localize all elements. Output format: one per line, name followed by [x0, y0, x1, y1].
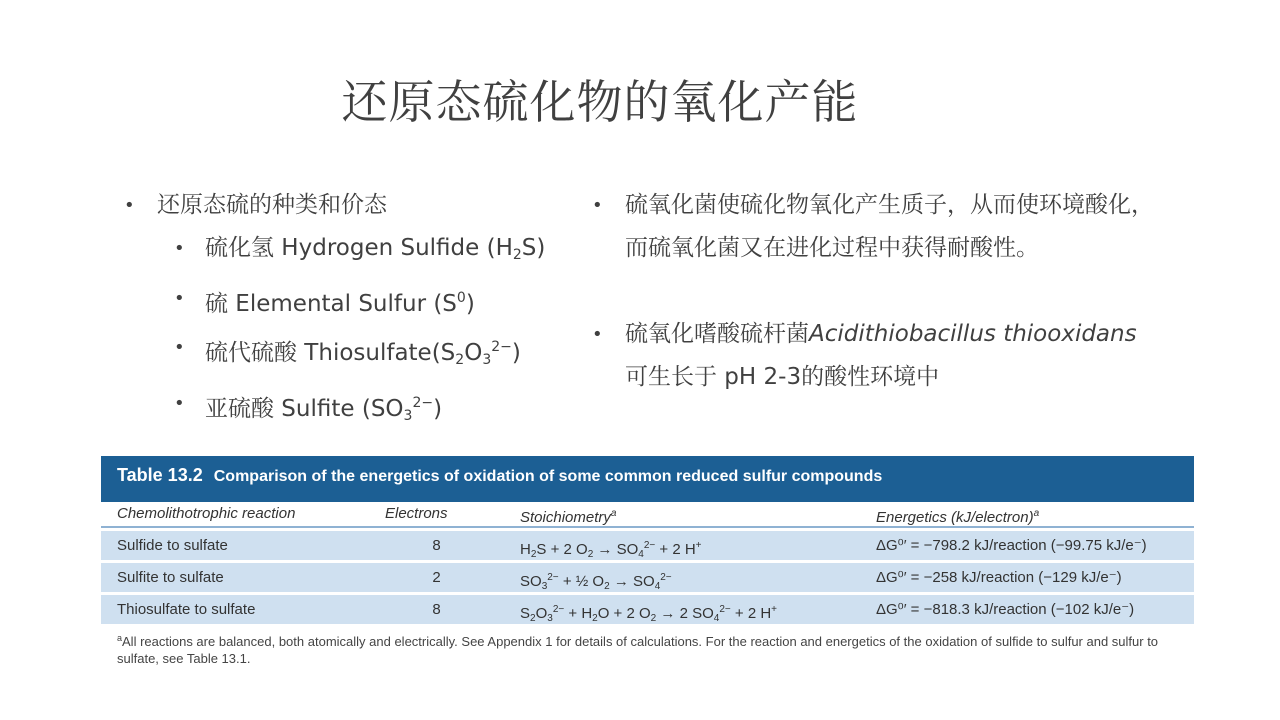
- cell-electrons: 2: [432, 569, 441, 586]
- table-row: [101, 563, 1194, 592]
- cell-reaction: Thiosulfate to sulfate: [117, 601, 256, 618]
- bullet-dot: •: [592, 195, 603, 216]
- bullet-text: 硫化氢 Hydrogen Sulfide $(H_2S)$: [205, 235, 546, 263]
- bullet-dot: •: [174, 393, 185, 414]
- sub-bullet-sulfite: [124, 382, 564, 438]
- energetics-table: [101, 456, 1194, 667]
- species-name: Acidithiobacillus thiooxidans: [809, 321, 1137, 347]
- cell-reaction: Sulfide to sulfate: [117, 537, 228, 554]
- bullet-text: 还原态硫的种类和价态: [157, 192, 387, 218]
- bullet-dot: •: [124, 195, 135, 216]
- bullet-text: 硫代硫酸 $Thiosulfate(S_2O_3^{2-})$: [205, 339, 521, 368]
- cell-electrons: 8: [432, 601, 441, 618]
- cell-stoichiometry: $H_2S + 2$ $O_2 \to SO_4^{2-} + 2$ H+: [520, 540, 702, 560]
- bullet-dot: •: [174, 288, 185, 309]
- bullet-acidification: [592, 184, 1172, 270]
- cell-reaction: Sulfite to sulfate: [117, 569, 224, 586]
- header-electrons: Electrons: [385, 505, 448, 522]
- slide-title: 还原态硫化物的氧化产能: [341, 75, 859, 129]
- cell-energetics: ΔG⁰′ = −798.2 kJ/reaction (−99.75 kJ/e⁻): [876, 537, 1147, 554]
- header-energetics: Energetics (kJ/electron)$^a$: [876, 508, 1040, 526]
- cell-electrons: 8: [432, 537, 441, 554]
- header-stoichiometry: Stoichiometry$^a$: [520, 508, 617, 526]
- cell-stoichiometry: $SO_3^{2-}$ + ½ $O_2 \to SO_4^{2-}$: [520, 572, 672, 592]
- table-title: Comparison of the energetics of oxidation of some common reduced sulfur compounds: [213, 468, 883, 485]
- bullet-dot: •: [174, 337, 185, 358]
- table-header-row: [101, 502, 1194, 528]
- header-reaction: Chemolithotrophic reaction: [117, 505, 296, 522]
- sub-bullet-h2s: [124, 227, 564, 277]
- bullet-acidithiobacillus: [592, 313, 1172, 399]
- bullet-dot: •: [592, 324, 603, 345]
- cell-energetics: ΔG⁰′ = −818.3 kJ/reaction (−102 kJ/e⁻): [876, 601, 1135, 618]
- table-row: [101, 531, 1194, 560]
- bullet-species: [124, 184, 564, 227]
- cell-stoichiometry: $S_2O_3^{2-} + H_2O + 2$ $O_2 \to 2$ $SO_4^{2-} + 2$ H+: [520, 604, 778, 624]
- table-caption: [101, 456, 1194, 502]
- table-row: [101, 595, 1194, 624]
- table-number: Table 13.2: [117, 465, 203, 485]
- bullet-text: 硫氧化菌使硫化物氧化产生质子，从而使环境酸化，而硫氧化菌又在进化过程中获得耐酸性。: [625, 192, 1154, 261]
- left-column: [124, 184, 564, 438]
- sub-bullet-thiosulfate: [124, 326, 564, 382]
- sub-bullet-s0: [124, 277, 564, 326]
- right-column: [592, 184, 1172, 399]
- bullet-text: 亚硫酸 Sulfite $(SO_3^{2-})$: [205, 395, 443, 424]
- cell-energetics: ΔG⁰′ = −258 kJ/reaction (−129 kJ/e⁻): [876, 569, 1122, 586]
- bullet-text: 硫氧化嗜酸硫杆菌Acidithiobacillus thiooxidans 可生长于 pH 2-3的酸性环境中: [625, 321, 1137, 390]
- bullet-dot: •: [174, 238, 185, 259]
- table-footnote: $^a$All reactions are balanced, both atomically and electrically. See Appendix 1 for details of calculations. For the reaction and energetics of the oxidation of sulfide to sulfur and sulfur to sulfate, see Table 13.1.: [117, 633, 1159, 666]
- bullet-text: 硫 Elemental Sulfur $(S^0)$: [205, 290, 475, 317]
